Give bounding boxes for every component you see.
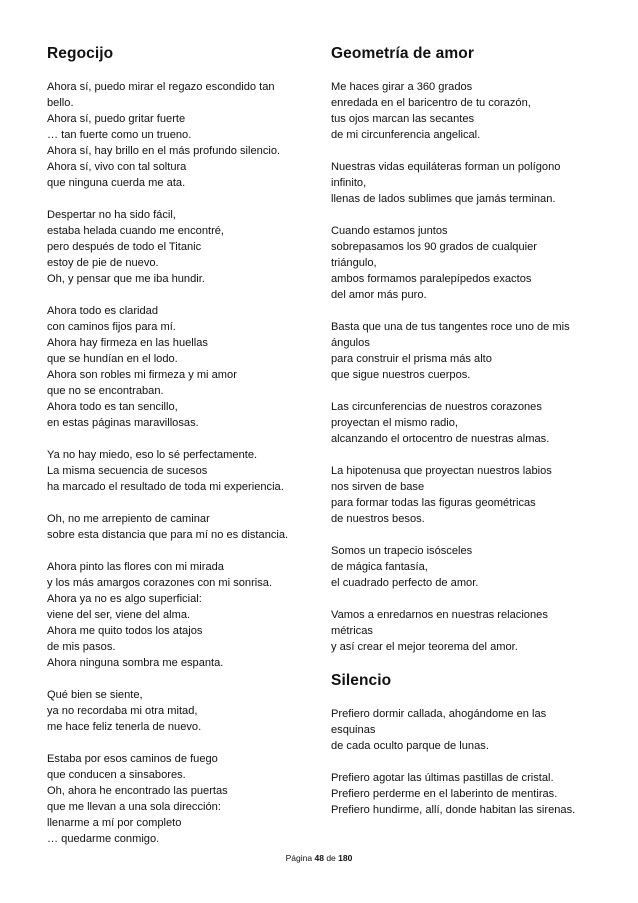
left-column (47, 44, 309, 863)
poem-line: en estas páginas maravillosas. (47, 417, 199, 429)
poem-line: Ahora ninguna sombra me espanta. (47, 657, 224, 669)
stanza (331, 607, 599, 655)
poem-line: el cuadrado perfecto de amor. (331, 577, 479, 589)
poem-line: estoy de pie de nuevo. (47, 257, 159, 269)
poem-line: Ahora todo es tan sencillo, (47, 401, 178, 413)
poem-line: … quedarme conmigo. (47, 833, 160, 845)
poem-line: Ahora me quito todos los atajos (47, 625, 203, 637)
poem-line: bello. (47, 97, 74, 109)
stanza (47, 559, 309, 671)
poem-line: Oh, y pensar que me iba hundir. (47, 273, 205, 285)
poem-line: Ahora pinto las flores con mi mirada (47, 561, 224, 573)
poem-line: de nuestros besos. (331, 513, 425, 525)
poem-line: que se hundían en el lodo. (47, 353, 178, 365)
poem-line: llenas de lados sublimes que jamás terminan. (331, 193, 556, 205)
poem-line: que conducen a sinsabores. (47, 769, 186, 781)
poem-line: La hipotenusa que proyectan nuestros labios (331, 465, 552, 477)
stanza (47, 687, 309, 735)
poem-line: Prefiero hundirme, allí, donde habitan las sirenas. (331, 804, 576, 816)
poem-line: Prefiero perderme en el laberinto de mentiras. (331, 788, 558, 800)
stanza (331, 159, 599, 207)
poem-line: alcanzando el ortocentro de nuestras almas. (331, 433, 550, 445)
poem-line: Las circunferencias de nuestros corazones (331, 401, 542, 413)
poem-line: Ahora sí, hay brillo en el más profundo silencio. (47, 145, 281, 157)
poem-line: que ninguna cuerda me ata. (47, 177, 186, 189)
poem-line: viene del ser, viene del alma. (47, 609, 191, 621)
poem-line: nos sirven de base (331, 481, 425, 493)
poem-line: Ahora ya no es algo superficial: (47, 593, 202, 605)
poem-line: La misma secuencia de sucesos (47, 465, 208, 477)
poem-line: sobrepasamos los 90 grados de cualquier (331, 241, 537, 253)
footer-current-page: 48 (314, 853, 324, 863)
poem-line: … tan fuerte como un trueno. (47, 129, 192, 141)
poem-line: ha marcado el resultado de toda mi experiencia. (47, 481, 284, 493)
poem-line: ángulos (331, 337, 370, 349)
poem-line: de mi circunferencia angelical. (331, 129, 481, 141)
poem-line: de mágica fantasía, (331, 561, 428, 573)
poem-line: proyectan el mismo radio, (331, 417, 459, 429)
poem-line: métricas (331, 625, 373, 637)
poem-line: Basta que una de tus tangentes roce uno de mis (331, 321, 570, 333)
poem-line: me hace feliz tenerla de nuevo. (47, 721, 202, 733)
poem-line: Ahora todo es claridad (47, 305, 159, 317)
stanza (331, 399, 599, 447)
poem-line: Despertar no ha sido fácil, (47, 209, 176, 221)
stanza (47, 751, 309, 847)
poem-title-regocijo: Regocijo (47, 45, 114, 62)
stanza (331, 706, 599, 754)
stanza (331, 319, 599, 383)
stanza (47, 207, 309, 287)
poem-line: Nuestras vidas equiláteras forman un polígono (331, 161, 561, 173)
poem-line: pero después de todo el Titanic (47, 241, 202, 253)
stanza (47, 303, 309, 431)
poem-line: Ahora sí, puedo gritar fuerte (47, 113, 186, 125)
poem-line: tus ojos marcan las secantes (331, 113, 475, 125)
poem-line: infinito, (331, 177, 367, 189)
poem-line: Oh, no me arrepiento de caminar (47, 513, 210, 525)
poem-line: Ahora sí, puedo mirar el regazo escondido tan (47, 81, 275, 93)
footer-separator: de (326, 853, 336, 863)
poem-line: con caminos fijos para mí. (47, 321, 176, 333)
poem-line: para formar todas las figuras geométricas (331, 497, 536, 509)
poem-line: Vamos a enredarnos en nuestras relaciones (331, 609, 548, 621)
poem-line: enredada en el baricentro de tu corazón, (331, 97, 531, 109)
poem-line: que me llevan a una sola dirección: (47, 801, 221, 813)
poem-title-geometria: Geometría de amor (331, 45, 474, 62)
poem-line: Oh, ahora he encontrado las puertas (47, 785, 228, 797)
right-column (331, 44, 599, 834)
poem-line: de mis pasos. (47, 641, 116, 653)
poem-line: ya no recordaba mi otra mitad, (47, 705, 198, 717)
poem-line: que no se encontraban. (47, 385, 164, 397)
poem-body-geometria (331, 79, 599, 655)
stanza (47, 447, 309, 495)
poem-line: estaba helada cuando me encontré, (47, 225, 225, 237)
poem-line: y los más amargos corazones con mi sonrisa. (47, 577, 273, 589)
stanza (331, 223, 599, 303)
poem-line: y así crear el mejor teorema del amor. (331, 641, 518, 653)
poem-line: Ahora son robles mi firmeza y mi amor (47, 369, 237, 381)
poem-line: Ahora sí, vivo con tal soltura (47, 161, 187, 173)
poem-line: Me haces girar a 360 grados (331, 81, 473, 93)
stanza (47, 79, 309, 191)
poem-line: Somos un trapecio isósceles (331, 545, 473, 557)
poem-line: que sigue nuestros cuerpos. (331, 369, 471, 381)
poem-line: Ya no hay miedo, eso lo sé perfectamente. (47, 449, 258, 461)
poem-line: llenarme a mí por completo (47, 817, 182, 829)
poem-body-silencio (331, 706, 599, 818)
poem-title-silencio: Silencio (331, 672, 392, 689)
footer-total-pages: 180 (338, 853, 353, 863)
stanza (331, 543, 599, 591)
poem-line: ambos formamos paralepípedos exactos (331, 273, 532, 285)
stanza (47, 511, 309, 543)
poem-line: triángulo, (331, 257, 377, 269)
poem-line: Estaba por esos caminos de fuego (47, 753, 218, 765)
stanza (331, 463, 599, 527)
poem-line: del amor más puro. (331, 289, 427, 301)
poem-line: Prefiero agotar las últimas pastillas de cristal. (331, 772, 554, 784)
stanza (331, 79, 599, 143)
page-footer (0, 852, 638, 864)
footer-prefix: Página (285, 853, 313, 863)
poem-line: Prefiero dormir callada, ahogándome en las (331, 708, 547, 720)
poem-line: Qué bien se siente, (47, 689, 143, 701)
poem-line: sobre esta distancia que para mí no es distancia. (47, 529, 289, 541)
poem-line: Ahora hay firmeza en las huellas (47, 337, 208, 349)
poem-line: esquinas (331, 724, 376, 736)
poem-body-regocijo (47, 79, 309, 847)
poem-line: de cada oculto parque de lunas. (331, 740, 489, 752)
stanza (331, 770, 599, 818)
poem-line: Cuando estamos juntos (331, 225, 448, 237)
poem-line: para construir el prisma más alto (331, 353, 492, 365)
